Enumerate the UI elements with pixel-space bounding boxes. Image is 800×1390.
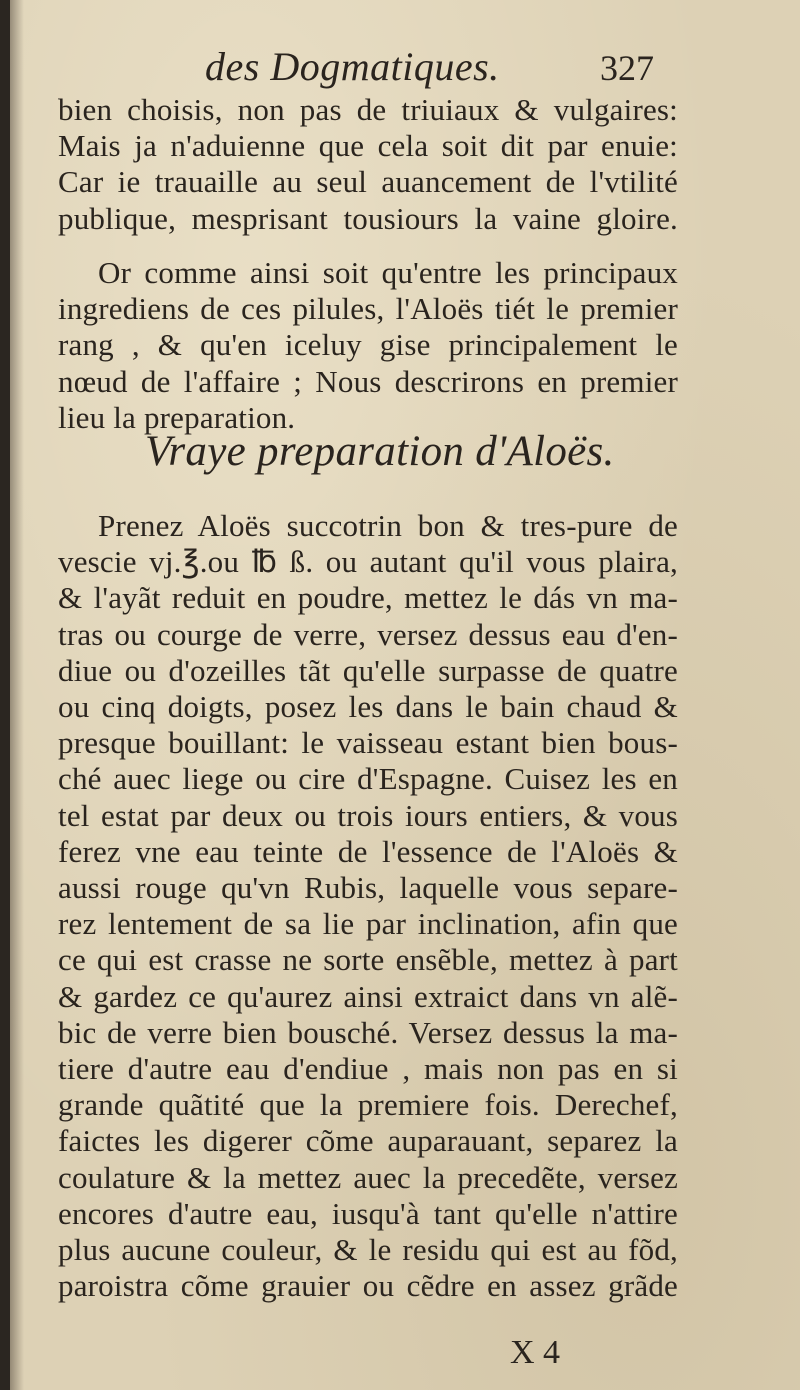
text-line: faictes les digerer cõme auparauant, separez la	[58, 1123, 678, 1159]
text-line: Mais ja n'aduienne que cela soit dit par enuie:	[58, 128, 678, 164]
running-head-title: des Dogmatiques.	[205, 44, 500, 89]
text-line: diue ou d'ozeilles tãt qu'elle surpasse de quatre	[58, 652, 678, 688]
text-line: paroistra cõme grauier ou cẽdre en assez grãde	[58, 1268, 678, 1304]
text-line: aussi rouge qu'vn Rubis, laquelle vous separe-	[58, 870, 678, 906]
section-heading: Vraye preparation d'Aloës.	[145, 428, 615, 475]
text-line: & gardez ce qu'aurez ainsi extraict dans vn alẽ-	[58, 978, 678, 1014]
page-gutter-shadow	[10, 0, 24, 1390]
text-line: lieu la preparation.	[58, 399, 296, 435]
text-line: ce qui est crasse ne sorte ensẽble, mettez à part	[58, 942, 678, 978]
page-number: 327	[600, 48, 654, 88]
text-line: bic de verre bien bousché. Versez dessus la ma-	[58, 1014, 678, 1050]
running-head	[10, 42, 800, 92]
text-line: ferez vne eau teinte de l'essence de l'Aloës &	[58, 833, 678, 869]
text-line: plus aucune couleur, & le residu qui est au fõd,	[58, 1232, 678, 1268]
text-line: ché auec liege ou cire d'Espagne. Cuisez les en	[58, 761, 678, 797]
text-line: nœud de l'affaire ; Nous descrirons en premier	[58, 363, 678, 399]
text-line: publique, mesprisant tousiours la vaine gloire.	[58, 200, 678, 236]
text-line: grande quãtité que la premiere fois. Derechef,	[58, 1087, 678, 1123]
text-line: vescie vj.℥.ou ℔ ß. ou autant qu'il vous plaira,	[58, 544, 678, 580]
text-line: rez lentement de sa lie par inclination, afin que	[58, 906, 678, 942]
paragraph-2	[58, 255, 678, 436]
text-line: ou cinq doigts, posez les dans le bain chaud &	[58, 689, 678, 725]
text-line: ingrediens de ces pilules, l'Aloës tiét le premier	[58, 291, 678, 327]
text-line: Prenez Aloës succotrin bon & tres-pure de	[98, 508, 678, 543]
text-line: encores d'autre eau, iusqu'à tant qu'elle n'attire	[58, 1195, 678, 1231]
text-line: Or comme ainsi soit qu'entre les principaux	[98, 255, 678, 290]
text-line: tras ou courge de verre, versez dessus eau d'en-	[58, 616, 678, 652]
text-line: Car ie trauaille au seul auancement de l'vtilité	[58, 164, 678, 200]
text-line: tel estat par deux ou trois iours entiers, & vous	[58, 797, 678, 833]
text-line: coulature & la mettez auec la precedẽte, versez	[58, 1159, 678, 1195]
paragraph-1	[58, 92, 678, 237]
text-line: & l'ayãt reduit en poudre, mettez le dás vn ma-	[58, 580, 678, 616]
text-line: tiere d'autre eau d'endiue , mais non pas en si	[58, 1051, 678, 1087]
signature-mark: X 4	[510, 1334, 561, 1371]
book-page	[10, 0, 800, 1390]
text-line: rang , & qu'en iceluy gise principalement le	[58, 327, 678, 363]
paragraph-3	[58, 508, 678, 1304]
text-line: presque bouillant: le vaisseau estant bien bous-	[58, 725, 678, 761]
text-line: bien choisis, non pas de triuiaux & vulgaires:	[58, 92, 678, 127]
